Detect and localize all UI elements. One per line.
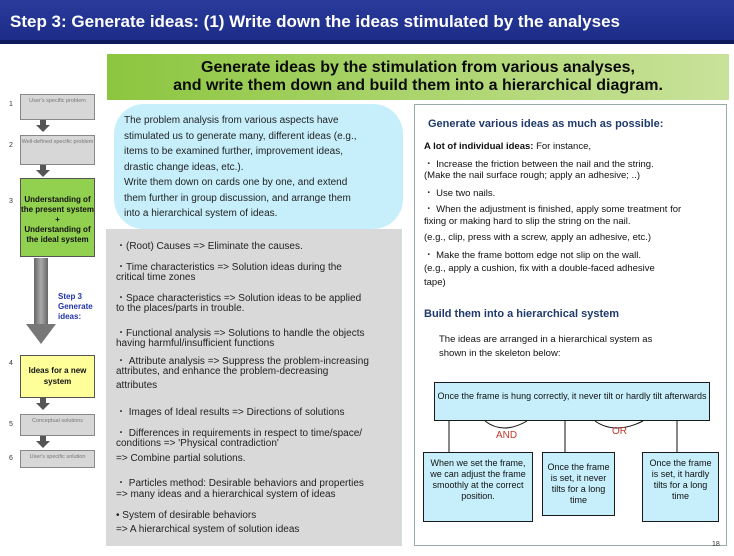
- banner-line1: Generate ideas by the stimulation from various analyses,: [201, 59, 635, 76]
- idea-item: (Make the nail surface rough; apply an adhesive; ..): [424, 170, 640, 181]
- analysis-item: ・Time characteristics => Solution ideas during the: [116, 262, 342, 273]
- or-label: OR: [612, 426, 627, 437]
- intro-line: The problem analysis from various aspects have: [124, 115, 339, 126]
- analysis-list: [106, 229, 402, 546]
- and-label: AND: [496, 430, 518, 441]
- analysis-item: ・(Root) Causes => Eliminate the causes.: [116, 241, 303, 252]
- flow-big-arrow-stem: [34, 258, 48, 324]
- flow-arrow-down-icon: [36, 441, 50, 448]
- idea-item: tape): [424, 277, 446, 288]
- flow-step-1: User's specific problem: [20, 94, 95, 120]
- analysis-item: • System of desirable behaviors: [116, 510, 257, 521]
- lead-rest: For instance,: [533, 141, 591, 152]
- flow-step-3: [20, 178, 95, 257]
- flow-step-2: Well-defined specific problem: [20, 135, 95, 165]
- idea-item: (e.g., clip, press with a screw, apply an adhesive, etc.): [424, 232, 652, 243]
- panel-heading-build: Build them into a hierarchical system: [424, 308, 620, 320]
- intro-line: drastic change ideas, etc.).: [124, 161, 244, 173]
- flow-step-3-plus: +: [55, 215, 60, 224]
- analysis-item: conditions => 'Physical contradiction': [116, 438, 279, 449]
- skeleton-intro: shown in the skeleton below:: [439, 348, 561, 359]
- flow-num-3: 3: [9, 198, 13, 205]
- analysis-item: to the places/parts in trouble.: [116, 303, 245, 314]
- flow-arrow-down-icon: [36, 403, 50, 410]
- analysis-item: => Combine partial solutions.: [116, 453, 246, 464]
- flow-step3-label: Step 3 Generate ideas:: [58, 292, 93, 321]
- page-number: 18: [712, 541, 720, 548]
- flow-num-6: 6: [9, 455, 13, 462]
- intro-line: into a hierarchical system of ideas.: [124, 208, 278, 219]
- flow-num-5: 5: [9, 421, 13, 428]
- analysis-item: ・ Particles method: Desirable behaviors and properties: [116, 478, 364, 489]
- intro-line: them further in group discussion, and arrange them: [124, 192, 351, 204]
- flow-step-3-line3: Understanding of the ideal system: [24, 225, 91, 244]
- idea-item: fixing or making hard to slip the string on the nail.: [424, 216, 631, 227]
- idea-item: ・ When the adjustment is finished, apply some treatment for: [424, 204, 682, 215]
- skeleton-intro: The ideas are arranged in a hierarchical system as: [439, 334, 653, 345]
- hierarchy-box-hardly-tilts: Once the frame is set, it hardly tilts for a long time: [642, 452, 719, 522]
- flow-step-5: Conceptual solutions: [20, 414, 95, 436]
- ideas-panel: [414, 104, 727, 546]
- flow-big-arrow-down-icon: [26, 324, 56, 344]
- analysis-item: attributes: [116, 380, 158, 391]
- panel-heading-generate: Generate various ideas as much as possible:: [428, 118, 664, 130]
- analysis-item: ・Space characteristics => Solution ideas to be applied: [116, 293, 362, 304]
- banner-line2: and write them down and build them into a hierarchical diagram.: [173, 77, 663, 94]
- slide-title: [0, 0, 734, 44]
- flow-step-4: Ideas for a new system: [20, 355, 95, 398]
- flow-num-4: 4: [9, 360, 13, 367]
- idea-item: ・ Make the frame bottom edge not slip on the wall.: [424, 250, 642, 261]
- hierarchy-box-adjust: When we set the frame, we can adjust the frame smoothly at the correct position.: [423, 452, 533, 522]
- flow-step-6: User's specific solution: [20, 450, 95, 468]
- slide-title-text: Step 3: Generate ideas: (1) Write down the ideas stimulated by the analyses: [10, 12, 620, 31]
- intro-line: Write them down on cards one by one, and extend: [124, 177, 348, 188]
- intro-line: stimulated us to generate many, different ideas (e.g.,: [124, 130, 357, 142]
- hierarchy-box-never-tilts: Once the frame is set, it never tilts for a long time: [542, 452, 615, 516]
- idea-item: ・ Use two nails.: [424, 188, 496, 199]
- flow-num-2: 2: [9, 142, 13, 149]
- analysis-item: ・ Differences in requirements in respect to time/space/: [116, 428, 363, 439]
- intro-callout: [114, 104, 403, 229]
- lead-bold: A lot of individual ideas:: [424, 141, 534, 152]
- idea-item: (e.g., apply a cushion, fix with a double-faced adhesive: [424, 263, 655, 274]
- analysis-item: ・Functional analysis => Solutions to handle the objects: [116, 328, 365, 339]
- flow-arrow-down-icon: [36, 170, 50, 177]
- analysis-item: => many ideas and a hierarchical system of ideas: [116, 489, 336, 500]
- banner: [107, 54, 729, 100]
- analysis-item: having harmful/insufficient functions: [116, 338, 275, 349]
- flow-step-3-line1: Understanding of the present system: [21, 195, 94, 214]
- hierarchy-top-box: Once the frame is hung correctly, it never tilt or hardly tilt afterwards: [434, 382, 710, 421]
- analysis-item: ・ Images of Ideal results => Directions of solutions: [116, 407, 345, 418]
- idea-item: ・ Increase the friction between the nail and the string.: [424, 159, 654, 170]
- flow-arrow-down-icon: [36, 125, 50, 132]
- title-shadow: [0, 40, 734, 44]
- analysis-item: ・ Attribute analysis => Suppress the problem-increasing: [116, 356, 369, 367]
- analysis-item: => A hierarchical system of solution ideas: [116, 524, 300, 535]
- analysis-item: attributes, and enhance the problem-decreasing: [116, 366, 329, 377]
- flow-num-1: 1: [9, 101, 13, 108]
- analysis-item: critical time zones: [116, 272, 196, 283]
- intro-line: items to be examined further, improvement ideas,: [124, 146, 343, 157]
